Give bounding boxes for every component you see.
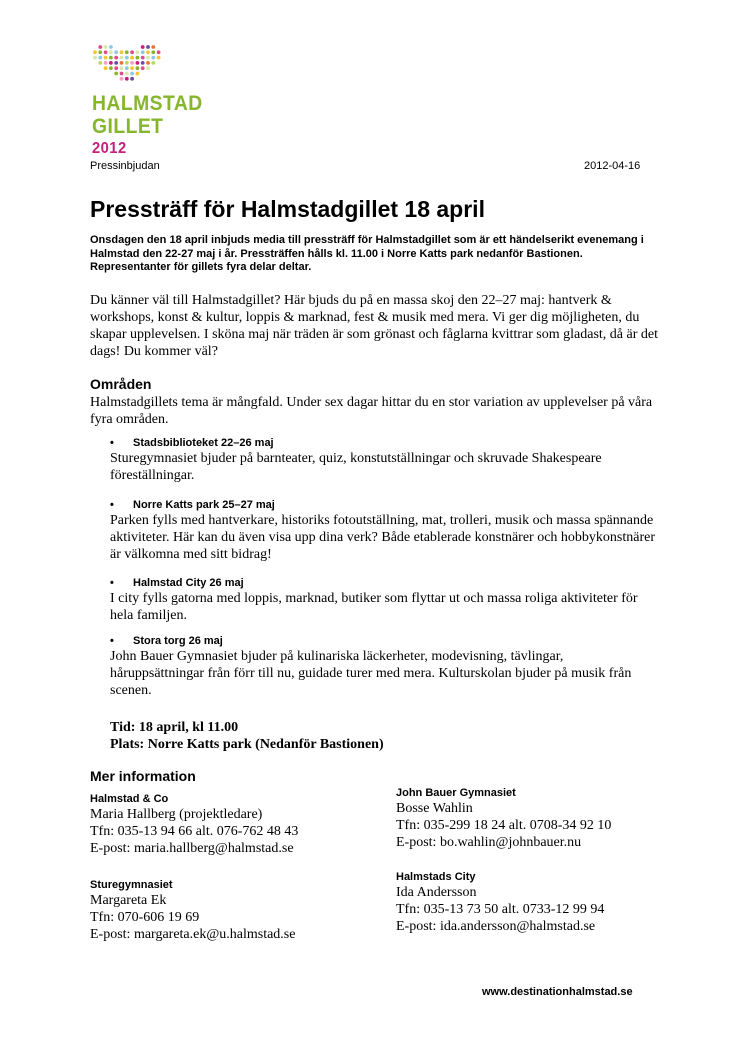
logo-dot [151,50,155,54]
logo-dot [98,50,102,54]
area-text: I city fylls gatorna med loppis, marknad, butiker som flyttar ut och massa roliga aktiviteter för hela familjen. [110,591,638,623]
area-title: Halmstad City 26 maj [133,577,244,589]
area-title: Stadsbiblioteket 22–26 maj [133,437,274,449]
logo-dot [141,45,145,49]
logo-dot [109,61,113,65]
logo-year: 2012 [92,140,127,157]
logo-dot [120,66,124,70]
contact-email: E-post: maria.hallberg@halmstad.se [90,841,294,856]
logo-dot [130,56,134,60]
area-item [110,498,660,563]
contact-org: John Bauer Gymnasiet [396,787,516,799]
logo-dot [120,50,124,54]
logo-dot [146,45,150,49]
lead-paragraph: Onsdagen den 18 april inbjuds media till pressträff för Halmstadgillet som är ett händelserikt evenemang i Halmstad den 22-27 maj i år. Pressträffen hålls kl. 11.00 i Norre Katts park nedanför Bastionen. Representanter för gillets fyra delar deltar. [90,234,644,273]
logo-dot [136,66,140,70]
logo-dot [136,50,140,54]
logo-dot [104,56,108,60]
logo-dot [120,77,124,81]
logo-dot [130,72,134,76]
event-place: Plats: Norre Katts park (Nedanför Bastionen) [110,737,384,752]
event-details [110,719,384,753]
logo-dot [141,56,145,60]
logo-dot [151,56,155,60]
logo-dot [130,50,134,54]
area-text: John Bauer Gymnasiet bjuder på kulinariska läckerheter, modevisning, tävlingar, håruppsättningar från förr till nu, guidade turer med mera. Kulturskolan bjuder på musik från scenen. [110,649,632,698]
logo-dot [125,50,129,54]
logo-dot [125,77,129,81]
area-text: Sturegymnasiet bjuder på barnteater, quiz, konstutställningar och skruvade Shakespeare föreställningar. [110,451,602,483]
contact-name: Bosse Wahlin [396,801,473,816]
area-item [110,576,660,624]
logo-dot [136,56,140,60]
logo-dot [141,50,145,54]
contact-name: Maria Hallberg (projektledare) [90,807,263,822]
page-title: Pressträff för Halmstadgillet 18 april [90,196,485,222]
logo-dot [104,50,108,54]
heart-dots-icon [92,44,162,86]
contact-block [90,878,390,943]
logo-dot [125,56,129,60]
contact-phone: Tfn: 035-13 94 66 alt. 076-762 48 43 [90,824,299,839]
contact-block [90,792,390,857]
contact-email: E-post: ida.andersson@halmstad.se [396,919,596,934]
document-type: Pressinbjudan [90,160,160,172]
logo-dot [125,61,129,65]
logo-dot [109,50,113,54]
logo-dot [104,66,108,70]
logo-dot [93,56,97,60]
document-date: 2012-04-16 [584,160,641,172]
contact-phone: Tfn: 035-299 18 24 alt. 0708-34 92 10 [396,818,612,833]
contact-name: Ida Andersson [396,885,477,900]
contact-name: Margareta Ek [90,893,167,908]
area-text: Parken fylls med hantverkare, historiks fotoutställning, mat, trolleri, musik och massa spännande aktiviteter. Här kan du även visa upp dina verk? Både etablerade konstnärer och hobbykonstnärer är välkomna med sitt bidrag! [110,513,656,562]
contact-email: E-post: bo.wahlin@johnbauer.nu [396,835,582,850]
logo-dot [130,66,134,70]
logo-dot [114,50,118,54]
logo-line2 [92,117,163,159]
logo-dot [98,56,102,60]
logo-dot [104,45,108,49]
more-info-heading: Mer information [90,768,196,784]
contact-block [396,870,696,935]
contact-org: Halmstad & Co [90,793,169,805]
logo-dot [146,56,150,60]
logo-dot [114,72,118,76]
bullet-icon: • [110,499,114,511]
logo-dot [130,61,134,65]
logo-dot [125,66,129,70]
logo-dot [93,50,97,54]
logo-dot [146,50,150,54]
area-title: Norre Katts park 25–27 maj [133,499,275,511]
logo-dot [136,61,140,65]
area-title: Stora torg 26 maj [133,635,223,647]
logo-gillet-text: GILLET [92,115,164,138]
intro-paragraph: Du känner väl till Halmstadgillet? Här bjuds du på en massa skoj den 22–27 maj: hantverk & workshops, konst & kultur, loppis & marknad, fest & musik med mera. Vi ger dig möjligheten, du skapar upplevelsen. I sköna maj när träden är som grönast och fåglarna kvittrar som gladast, då är det dags! Du kommer väl? [90,293,658,359]
logo-dot [98,45,102,49]
logo-dot [120,72,124,76]
logo-dot [114,56,118,60]
contact-phone: Tfn: 070-606 19 69 [90,910,200,925]
contact-phone: Tfn: 035-13 73 50 alt. 0733-12 99 94 [396,902,605,917]
bullet-icon: • [110,437,114,449]
contact-block [396,786,696,851]
logo-dot [157,50,161,54]
contact-org: Halmstads City [396,871,476,883]
logo-dot [136,72,140,76]
logo-dot [98,61,102,65]
logo-dot [151,45,155,49]
logo-dot [146,66,150,70]
logo-dot [141,66,145,70]
logo-dot [109,45,113,49]
logo-dot [157,56,161,60]
logo-dot [109,56,113,60]
area-item [110,436,660,484]
logo-dot [114,66,118,70]
contact-email: E-post: margareta.ek@u.halmstad.se [90,927,296,942]
logo-line1: HALMSTAD [92,92,203,115]
event-time: Tid: 18 april, kl 11.00 [110,720,239,735]
logo-dot [109,66,113,70]
logo-dot [125,72,129,76]
bullet-icon: • [110,577,114,589]
area-item [110,634,660,699]
bullet-icon: • [110,635,114,647]
logo-dot [141,61,145,65]
contact-org: Sturegymnasiet [90,879,173,891]
logo-dot [130,77,134,81]
logo-dot [114,61,118,65]
areas-heading: Områden [90,376,152,392]
logo-dot [120,61,124,65]
logo-dot [120,56,124,60]
logo-dot [151,61,155,65]
website-link[interactable]: www.destinationhalmstad.se [482,986,633,998]
logo-dot [104,61,108,65]
logo-dot [146,61,150,65]
areas-intro: Halmstadgillets tema är mångfald. Under sex dagar hittar du en stor variation av upplevelser på våra fyra områden. [90,395,653,427]
